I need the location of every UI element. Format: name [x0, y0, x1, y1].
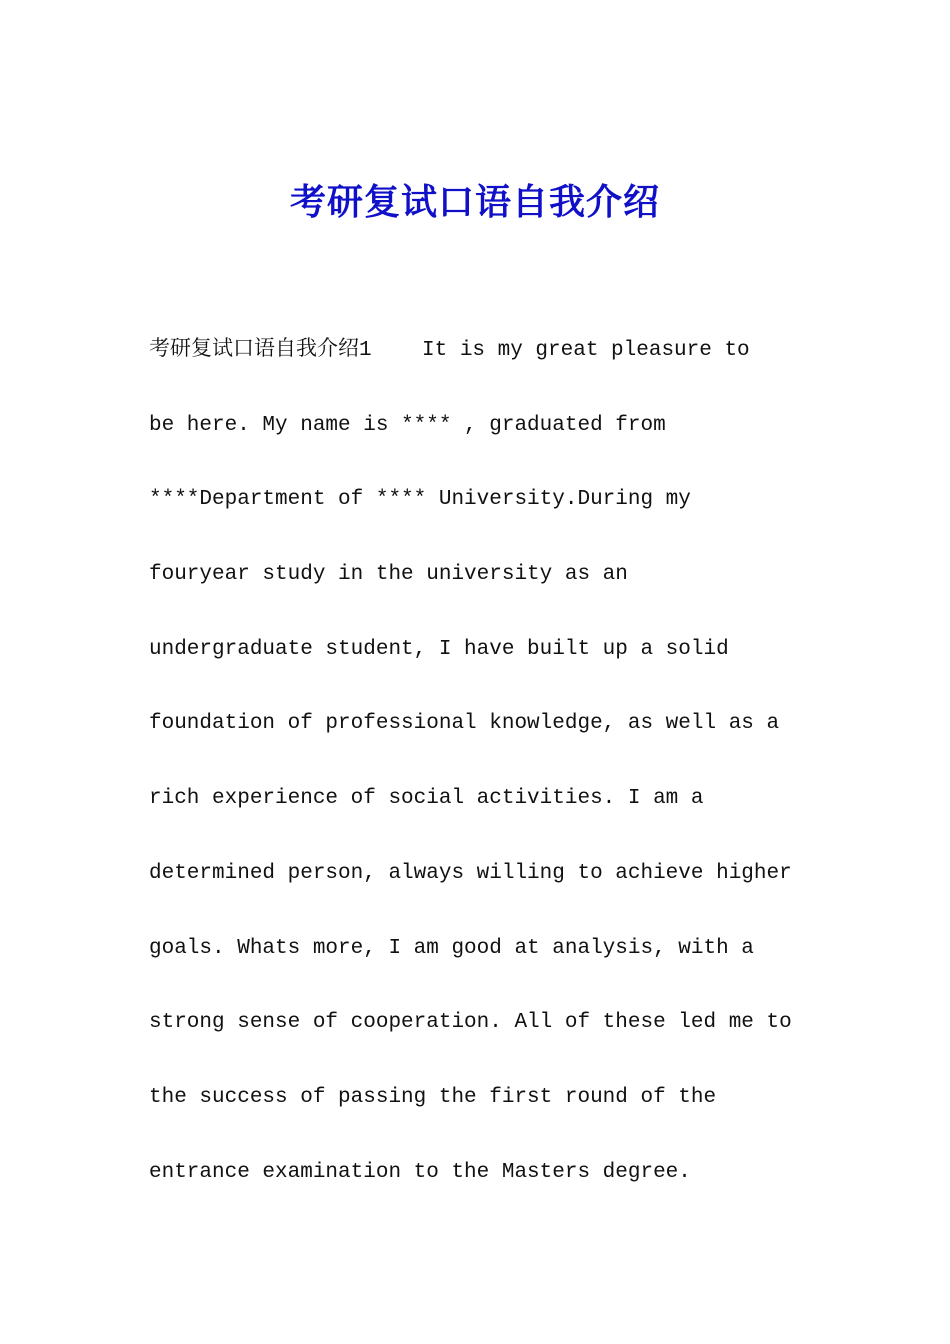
- body-line: foundation of professional knowledge, as well as a: [149, 712, 780, 736]
- body-line: fouryear study in the university as an: [149, 563, 628, 587]
- body-line: goals. Whats more, I am good at analysis, with a: [149, 936, 754, 960]
- document-body: [149, 327, 829, 1223]
- body-line: determined person, always willing to achieve higher: [149, 861, 792, 885]
- body-line: undergraduate student, I have built up a solid: [149, 637, 729, 661]
- body-line: entrance examination to the Masters degree.: [149, 1160, 691, 1184]
- document-title: 考研复试口语自我介绍: [289, 181, 660, 223]
- body-line: strong sense of cooperation. All of these led me to: [149, 1011, 792, 1035]
- body-line: be here. My name is **** , graduated from: [149, 413, 666, 437]
- body-line: the success of passing the first round of the: [149, 1085, 717, 1109]
- body-line: ****Department of **** University.During my: [149, 488, 691, 512]
- body-line: rich experience of social activities. I am a: [149, 787, 704, 811]
- body-line: 考研复试口语自我介绍1 It is my great pleasure to: [149, 339, 750, 362]
